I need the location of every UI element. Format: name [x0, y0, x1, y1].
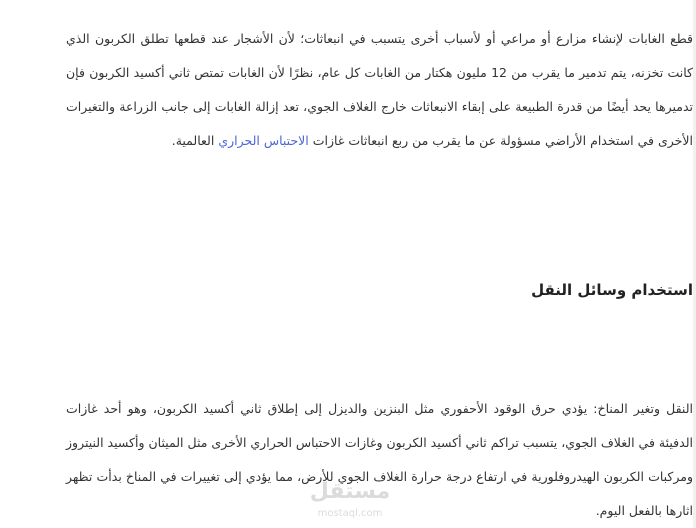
mostaql-watermark-logo — [300, 474, 400, 522]
watermark-brand: مستقل — [309, 479, 391, 504]
paragraph-transport: النقل وتغير المناخ: يؤدي حرق الوقود الأحفوري مثل البنزين والديزل إلى إطلاق ثاني أكسيد الكربون، وهو أحد غازات الدفيئة في الغلاف الجوي، يتسبب تراكم ثاني أكسيد الكربون وغازات الاحتباس الحراري الأخرى مثل الميثان وأكسيد النيتروز ومركبات الكربون الهيدروفلورية في ارتفاع درجة حرارة الغلاف الجوي للأرض، مما يؤدي إلى تغييرات في المناخ بدأت تظهر اثارها بالفعل اليوم. — [66, 401, 693, 518]
section-heading-transport: استخدام وسائل النقل — [531, 281, 693, 299]
paragraph-deforestation-ending: العالمية. — [171, 133, 219, 148]
watermark-domain: mostaql.com — [317, 508, 383, 519]
paragraph-deforestation-text: قطع الغابات لإنشاء مزارع أو مراعي أو لأسباب أخرى يتسبب في انبعاثات؛ لأن الأشجار عند قطعها تطلق الكربون الذي كانت تخزنه، يتم تدمير ما يقرب من 12 مليون هكتار من الغابات كل عام، نظرًا لأن الغابات تمتص ثاني أكسيد الكربون فإن تدميرها يحد أيضًا من قدرة الطبيعة على إبقاء الانبعاثات خارج الغلاف الجوي، تعد إزالة الغابات إلى جانب الزراعة والتغيرات الأخرى في استخدام الأراضي مسؤولة عن ما يقرب من ربع انبعاثات غازات — [66, 31, 693, 148]
paragraph-deforestation — [66, 22, 693, 158]
greenhouse-link[interactable]: الاحتباس الحراري — [218, 133, 309, 148]
